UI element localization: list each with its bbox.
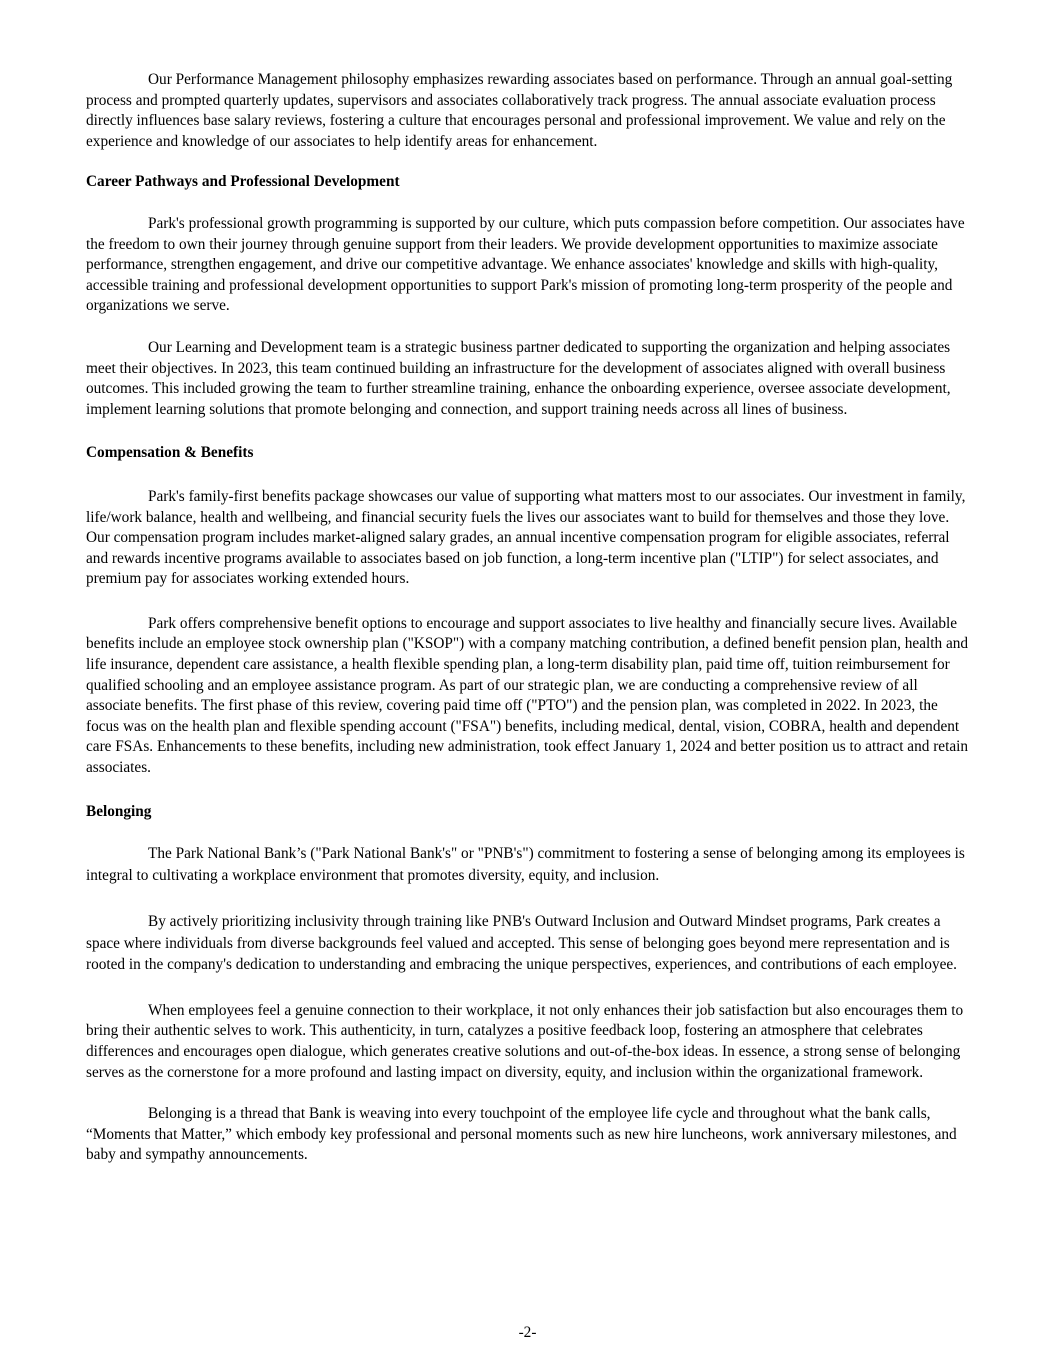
document-page xyxy=(86,70,970,1166)
career-paragraph-2: Our Learning and Development team is a strategic business partner dedicated to supporting the organization and helping associates meet their objectives. In 2023, this team continued building an infrastructure for the development of associates aligned with overall business outcomes. This included growing the team to further streamline training, enhance the onboarding experience, oversee associate development, implement learning solutions that promote belonging and connection, and support training needs across all lines of business. xyxy=(86,338,951,418)
belonging-paragraph-4: Belonging is a thread that Bank is weaving into every touchpoint of the employee life cycle and throughout what the bank calls, “Moments that Matter,” which embody key professional and personal moments such as new hire luncheons, work anniversary milestones, and baby and sympathy announcements. xyxy=(86,1105,957,1164)
belonging-paragraph-3: When employees feel a genuine connection to their workplace, it not only enhances their job satisfaction but also encourages them to bring their authentic selves to work. This authenticity, in turn, catalyzes a positive feedback loop, fostering an atmosphere that celebrates differences and encourages open dialogue, which generates creative solutions and out-of-the-box ideas. In essence, a strong sense of belonging serves as the cornerstone for a more profound and lasting impact on diversity, equity, and inclusion within the organizational framework. xyxy=(86,1001,964,1081)
compensation-paragraph-2: Park offers comprehensive benefit options to encourage and support associates to live healthy and financially secure lives. Available benefits include an employee stock ownership plan ("KSOP") with a company matching contribution, a defined benefit pension plan, health and life insurance, dependent care assistance, a health flexible spending plan, a long-term disability plan, paid time off, tuition reimbursement for qualified schooling and an employee assistance program. As part of our strategic plan, we are conducting a comprehensive review of all associate benefits. The first phase of this review, covering paid time off ("PTO") and the pension plan, was completed in 2022. In 2023, the focus was on the health plan and flexible spending account ("FSA") benefits, including medical, dental, vision, COBRA, health and dependent care FSAs. Enhancements to these benefits, including new administration, took effect January 1, 2024 and better position us to attract and retain associates. xyxy=(86,614,969,777)
compensation-heading: Compensation & Benefits xyxy=(86,444,254,462)
belonging-paragraph-1: The Park National Bank’s ("Park National Bank's" or "PNB's") commitment to fostering a sense of belonging among its employees is integral to cultivating a workplace environment that promotes diversity, equity, and inclusion. xyxy=(86,845,965,885)
career-heading: Career Pathways and Professional Development xyxy=(86,173,400,191)
performance-paragraph: Our Performance Management philosophy emphasizes rewarding associates based on performance. Through an annual goal-setting process and prompted quarterly updates, supervisors and associates collaboratively track progress. The annual associate evaluation process directly influences base salary reviews, fostering a culture that encourages personal and professional improvement. We value and rely on the experience and knowledge of our associates to help identify areas for enhancement. xyxy=(86,71,953,150)
belonging-heading: Belonging xyxy=(86,802,152,820)
compensation-paragraph-1: Park's family-first benefits package showcases our value of supporting what matters most to our associates. Our investment in family, life/work balance, health and wellbeing, and financial security fuels the lives our associates want to build for themselves and those they love. Our compensation program includes market-aligned salary grades, an annual incentive compensation program for eligible associates, referral and rewards incentive programs available to associates based on job function, a long-term incentive plan ("LTIP") for select associates, and premium pay for associates working extended hours. xyxy=(86,487,966,588)
career-paragraph-1: Park's professional growth programming is supported by our culture, which puts compassion before competition. Our associates have the freedom to own their journey through genuine support from their leaders. We provide development opportunities to maximize associate performance, strengthen engagement, and drive our competitive advantage. We enhance associates' knowledge and skills with high-quality, accessible training and professional development opportunities to support Park's mission of promoting long-term prosperity of the people and organizations we serve. xyxy=(86,214,965,315)
page-number: -2- xyxy=(518,1324,537,1341)
belonging-paragraph-2: By actively prioritizing inclusivity through training like PNB's Outward Inclusion and Outward Mindset programs, Park creates a space where individuals from diverse backgrounds feel valued and accepted. This sense of belonging goes beyond mere representation and is rooted in the company's dedication to understanding and embracing the unique perspectives, experiences, and contributions of each employee. xyxy=(86,913,957,974)
